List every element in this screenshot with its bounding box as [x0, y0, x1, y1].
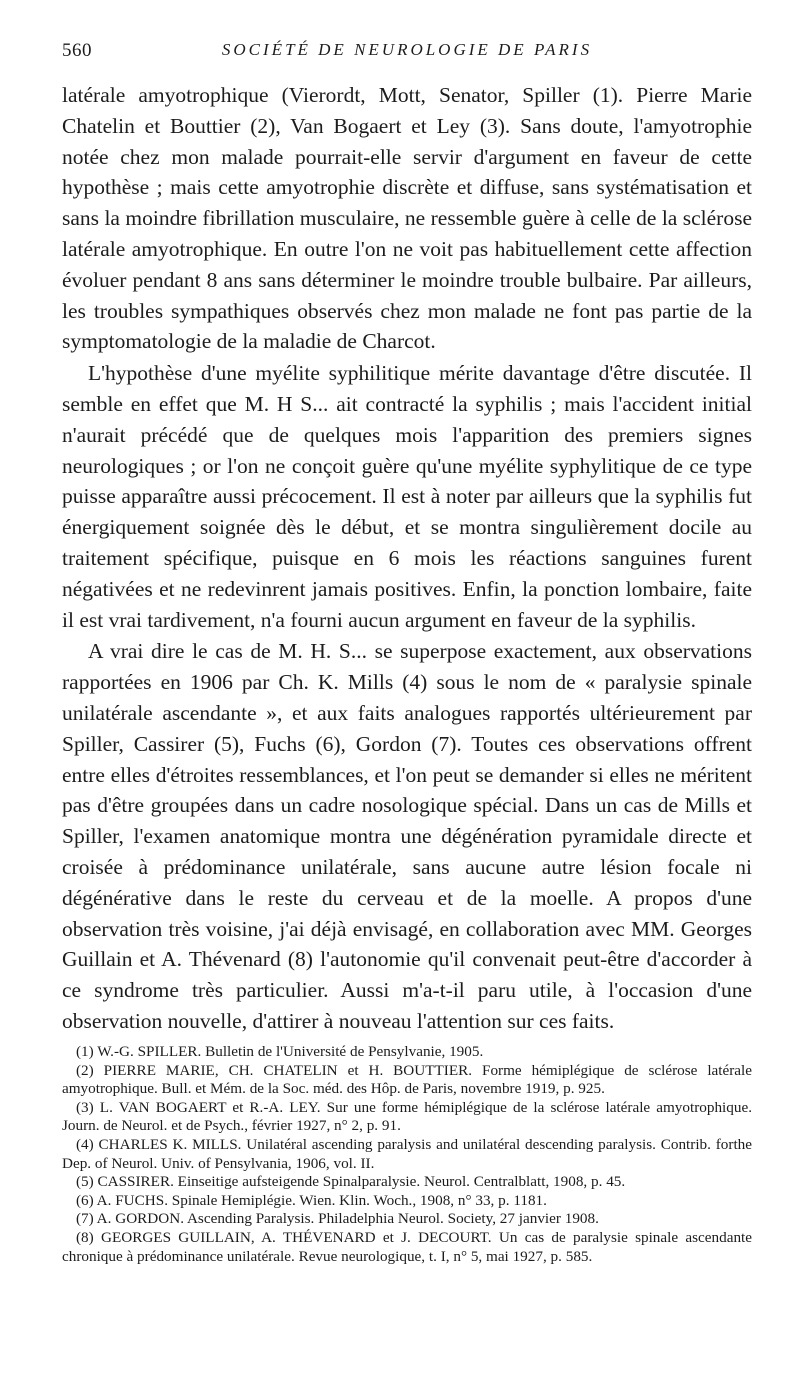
- footnote-4: (4) CHARLES K. MILLS. Unilatéral ascending paralysis and unilatéral descending paralysis. Contrib. forthe Dep. of Neurol. Univ. of Pensylvania, 1906, vol. II.: [62, 1135, 752, 1172]
- page-header: [62, 40, 752, 70]
- footnote-7: (7) A. GORDON. Ascending Paralysis. Philadelphia Neurol. Society, 27 janvier 1908.: [76, 1210, 599, 1228]
- page-number: 560: [62, 40, 92, 61]
- running-title: SOCIÉTÉ DE NEUROLOGIE DE PARIS: [221, 40, 593, 59]
- footnote-1: (1) W.-G. SPILLER. Bulletin de l'Université de Pensylvanie, 1905.: [76, 1043, 484, 1060]
- footnote-3: (3) L. VAN BOGAERT et R.-A. LEY. Sur une forme hémiplégique de la sclérose latérale amyotrophique. Journ. de Neurol. et de Psych., février 1927, n° 2, p. 91.: [62, 1098, 752, 1135]
- footnote-8: (8) GEORGES GUILLAIN, A. THÉVENARD et J. DECOURT. Un cas de paralysie spinale ascendante chronique à prédominance unilatérale. Revue neurologique, t. I, n° 5, mai 1927, p. 585.: [62, 1228, 752, 1265]
- footnote-2: (2) PIERRE MARIE, CH. CHATELIN et H. BOUTTIER. Forme hémiplégique de sclérose latérale amyotrophique. Bull. et Mém. de la Soc. méd. des Hôp. de Paris, novembre 1919, p. 925.: [62, 1061, 752, 1098]
- paragraph-amyotrophic-lateral-sclerosis: latérale amyotrophique (Vierordt, Mott, Senator, Spiller (1). Pierre Marie Chatelin et Bouttier (2), Van Bogaert et Ley (3). Sans doute, l'amyotrophie notée chez mon malade pourrait-elle servir d'argument en faveur de cette hypothèse ; mais cette amyotrophie discrète et diffuse, sans systématisation et sans la moindre fibrillation musculaire, ne ressemble guère à celle de la sclérose latérale amyotrophique. En outre l'on ne voit pas habituellement cette affection évoluer pendant 8 ans sans déterminer le moindre trouble bulbaire. Par ailleurs, les troubles sympathiques observés chez mon malade ne font pas partie de la symptomatologie de la maladie de Charcot.: [62, 83, 752, 354]
- footnote-5: (5) CASSIRER. Einseitige aufsteigende Spinalparalysie. Neurol. Centralblatt, 1908, p. 45.: [76, 1173, 626, 1191]
- paragraph-syphilitic-myelitis: L'hypothèse d'une myélite syphilitique mérite davantage d'être discutée. Il semble en effet que M. H S... ait contracté la syphilis ; mais l'accident initial n'aurait précédé que de quelques mois l'apparition des premiers signes neurologiques ; or l'on ne conçoit guère qu'une myélite syphylitique de ce type puisse apparaître aussi précocement. Il est à noter par ailleurs que la syphilis fut énergiquement soignée dès le début, et se montra singulièrement docile au traitement spécifique, puisque en 6 mois les réactions sanguines furent négativées et ne redevinrent jamais positives. Enfin, la ponction lombaire, faite il est vrai tardivement, n'a fourni aucun argument en faveur de la syphilis.: [62, 361, 752, 632]
- footnotes: [62, 1043, 752, 1266]
- body-text: [62, 80, 752, 1037]
- footnote-6: (6) A. FUCHS. Spinale Hemiplégie. Wien. Klin. Woch., 1908, n° 33, p. 1181.: [76, 1191, 547, 1209]
- paragraph-ascending-spinal-paralysis: A vrai dire le cas de M. H. S... se superpose exactement, aux observations rapportées en 1906 par Ch. K. Mills (4) sous le nom de « paralysie spinale unilatérale ascendante », et aux faits analogues rapportés ultérieurement par Spiller, Cassirer (5), Fuchs (6), Gordon (7). Toutes ces observations offrent entre elles d'étroites ressemblances, et l'on peut se demander si elles ne méritent pas d'être groupées dans un cadre nosologique spécial. Dans un cas de Mills et Spiller, l'examen anatomique montra une dégénération pyramidale directe et croisée à prédominance unilatérale, sans aucune autre lésion focale ni dégénérative dans le reste du cerveau et de la moelle. A propos d'une observation très voisine, j'ai déjà envisagé, en collaboration avec MM. Georges Guillain et A. Thévenard (8) l'autonomie qu'il convenait peut-être d'accorder à ce syndrome très particulier. Aussi m'a-t-il paru utile, à l'occasion d'une observation nouvelle, d'attirer à nouveau l'attention sur ces faits.: [62, 639, 752, 1033]
